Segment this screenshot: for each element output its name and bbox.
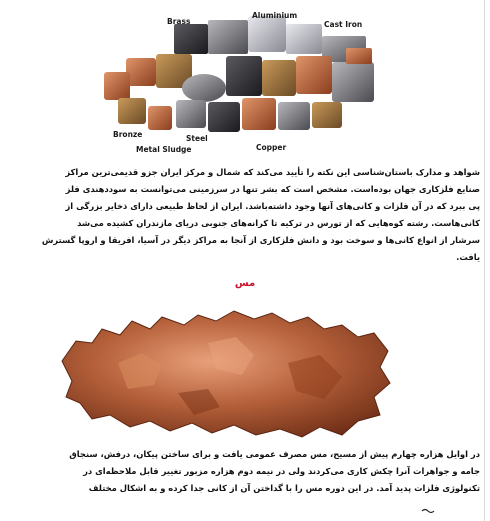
copper-ore-figure — [58, 303, 394, 439]
sample-block — [296, 56, 332, 94]
metal-sludge-sample — [148, 106, 172, 130]
paragraph-line: سرشار از انواع کانی‌ها و سوخت بود و دانش فلزکاری از آنجا به مراکز دیگر در آسیا، افریقا و اروپا گسترش — [41, 235, 480, 245]
sample-block — [226, 56, 262, 96]
cast-iron-sample — [286, 24, 322, 54]
sample-block — [312, 102, 342, 128]
copper-paragraph — [40, 446, 480, 497]
paragraph-line: تکنولوژی فلزات پدید آمد. در این دوره مس را با گداختن آن از کانی جدا کرده و به اشکال مختلف — [88, 483, 480, 493]
section-heading-copper: مس — [234, 278, 256, 289]
steel-sample — [176, 100, 206, 128]
intro-paragraph — [40, 164, 480, 266]
label-bronze: Bronze — [113, 130, 143, 139]
copper-ore-shape — [62, 311, 390, 437]
paragraph-line: شواهد و مدارک باستان‌شناسی این نکته را تأیید می‌کند که شمال و مرکز ایران جزو قدیمی‌ترین مراکز — [65, 167, 480, 177]
aluminium-sample — [248, 16, 286, 52]
copper-sample — [126, 58, 156, 86]
label-brass: Brass — [167, 17, 191, 26]
label-metal-sludge: Metal Sludge — [136, 145, 192, 154]
paragraph-line: جامه و جواهرات آنرا چکش کاری می‌کردند ولی در نیمه دوم هزاره مزبور تغییر قابل ملاحظه‌ای در — [83, 466, 480, 476]
ornament-mark — [421, 508, 435, 514]
label-aluminium: Aluminium — [252, 11, 298, 20]
label-cast-iron: Cast Iron — [324, 20, 363, 29]
page-edge-line — [484, 0, 485, 521]
copper-sample-front — [242, 98, 276, 130]
sample-cylinder — [182, 74, 226, 102]
sample-block — [208, 20, 248, 54]
sample-block — [104, 72, 130, 100]
copper-ore-illustration — [58, 303, 394, 439]
paragraph-line: پی ببرد که در آن فلزات و کانی‌های آنها وجود داشته‌باشد. ایران از لحاظ طبیعی دارای ذخایر بزرگی از — [65, 201, 480, 211]
sample-block — [208, 102, 240, 132]
sample-block — [346, 48, 372, 64]
label-steel: Steel — [186, 134, 208, 143]
sample-block — [278, 102, 310, 130]
metal-samples-figure — [96, 2, 396, 160]
paragraph-line: صنایع فلزکاری جهان بوده‌است. مشخص است که بشر تنها در سرزمینی می‌توانست به سوددهندی فلز — [65, 184, 480, 194]
paragraph-line: یافت. — [456, 252, 480, 262]
bronze-sample — [118, 98, 146, 124]
sample-block — [262, 60, 296, 96]
paragraph-line: در اوایل هزاره چهارم پیش از مسیح، مس مصرف عمومی یافت و برای ساختن پیکان، درفش، سنجاق — [69, 449, 480, 459]
label-copper: Copper — [256, 143, 287, 152]
sample-block — [332, 62, 374, 102]
sample-block — [174, 24, 208, 54]
paragraph-line: کانی‌هاست. رشته کوه‌هایی که از تورس در ترکیه تا کرانه‌های جنوبی دریای مازندران کشیده می‌شد — [77, 218, 480, 228]
